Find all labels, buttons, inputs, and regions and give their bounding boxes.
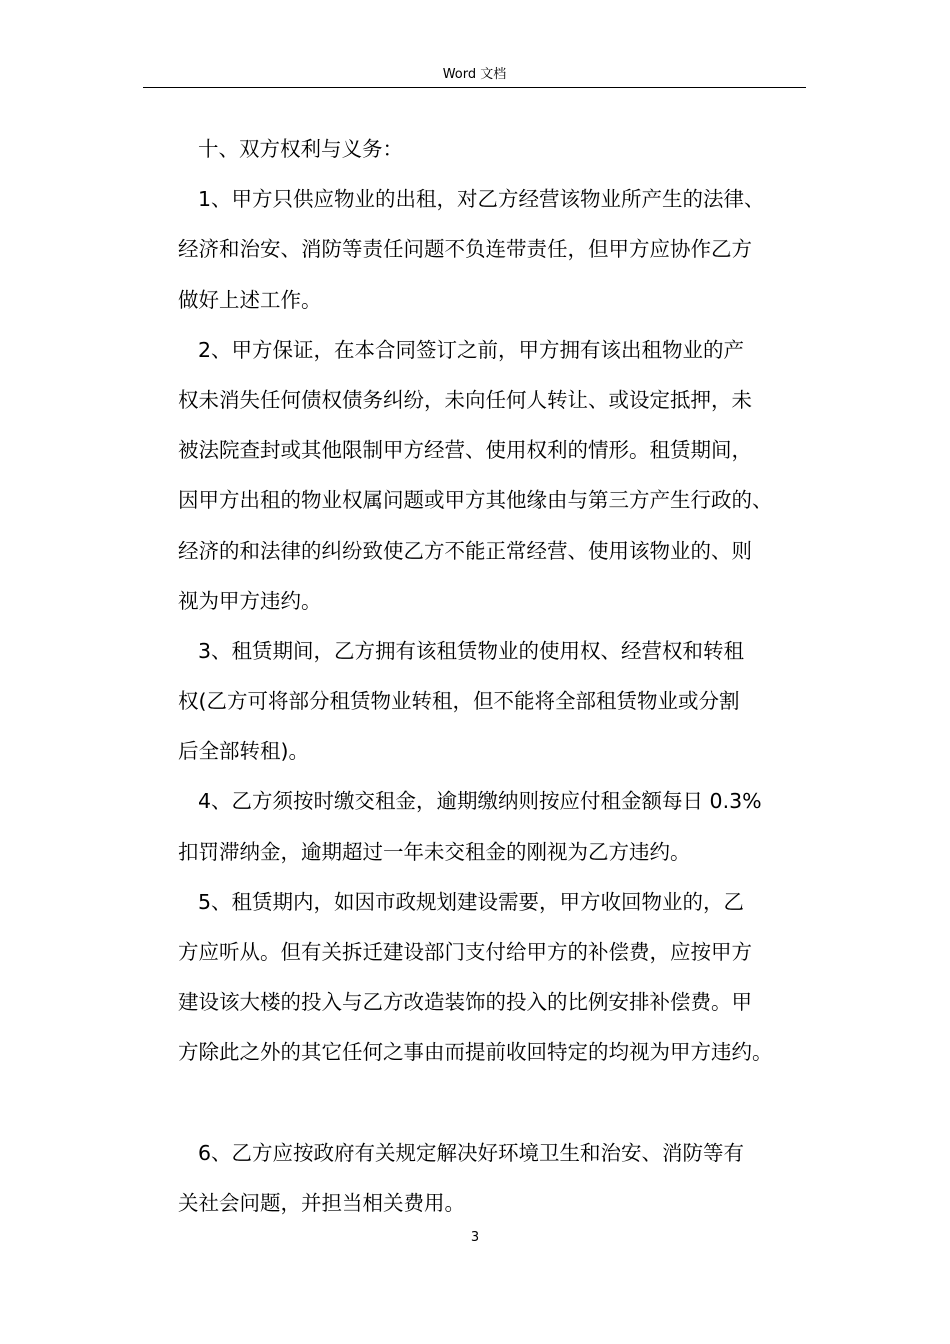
- paragraph-line: 做好上述工作。: [178, 287, 322, 312]
- document-body: [178, 124, 818, 1228]
- paragraph-line: 权(乙方可将部分租赁物业转租，但不能将全部租赁物业或分割: [178, 689, 740, 714]
- paragraph-line: 5、租赁期内，如因市政规划建设需要，甲方收回物业的，乙: [198, 889, 745, 914]
- paragraph-line: 被法院查封或其他限制甲方经营、使用权利的情形。租赁期间，: [178, 438, 752, 463]
- paragraph-line: 方除此之外的其它任何之事由而提前收回特定的均视为甲方违约。: [178, 1040, 773, 1065]
- paragraph-line: 1、甲方只供应物业的出租，对乙方经营该物业所产生的法律、: [198, 187, 765, 212]
- paragraph-line: 后全部转租)。: [178, 739, 309, 764]
- paragraph-line: 4、乙方须按时缴交租金，逾期缴纳则按应付租金额每日 0.3%: [198, 789, 762, 814]
- paragraph-line: 扣罚滞纳金，逾期超过一年未交租金的刚视为乙方违约。: [178, 839, 691, 864]
- paragraph-line: 建设该大楼的投入与乙方改造装饰的投入的比例安排补偿费。甲: [178, 990, 752, 1015]
- paragraph-line: 经济和治安、消防等责任问题不负连带责任，但甲方应协作乙方: [178, 237, 752, 262]
- paragraph-line: 关社会问题，并担当相关费用。: [178, 1190, 465, 1215]
- paragraph-line: 经济的和法律的纠纷致使乙方不能正常经营、使用该物业的、则: [178, 538, 752, 563]
- paragraph-line: 2、甲方保证，在本合同签订之前，甲方拥有该出租物业的产: [198, 337, 745, 362]
- blank-line: [178, 1078, 818, 1128]
- paragraph-line: 6、乙方应按政府有关规定解决好环境卫生和治安、消防等有: [198, 1140, 745, 1165]
- paragraph-line: 权未消失任何债权债务纠纷，未向任何人转让、或设定抵押，未: [178, 387, 752, 412]
- header-divider: [143, 87, 806, 88]
- paragraph-line: 3、租赁期间，乙方拥有该租赁物业的使用权、经营权和转租: [198, 638, 745, 663]
- section-heading: 十、双方权利与义务：: [198, 137, 403, 161]
- page-header: Word 文档: [442, 67, 507, 82]
- page-number: 3: [470, 1230, 480, 1245]
- paragraph-line: 方应听从。但有关拆迁建设部门支付给甲方的补偿费，应按甲方: [178, 940, 752, 964]
- paragraph-line: 视为甲方违约。: [178, 588, 322, 613]
- paragraph-line: 因甲方出租的物业权属问题或甲方其他缘由与第三方产生行政的、: [178, 488, 773, 513]
